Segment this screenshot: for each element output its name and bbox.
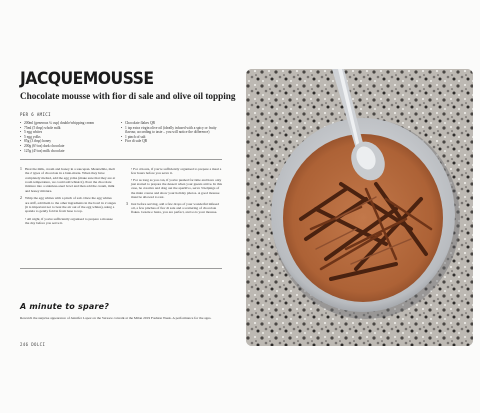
divider — [20, 159, 222, 160]
method-section — [20, 167, 222, 228]
step-text: Heat the milk, cream and honey in a saucepan. Meanwhile, melt the 2 types of chocolate in a bain-marie. When they have completely melted, add the egg yolks (make sure that they are at room temperature, we could add whisk it). Pour the chocolate mixture into a stainless-steel bowl and then add the cream, milk and honey mixture. — [25, 166, 116, 193]
ingredient-item: • 1 tsp extra virgin olive oil (ideally infused with a spicy or fruity flavour, according to taste – you will notice the difference) — [121, 126, 222, 135]
step-number: 1 — [20, 166, 22, 171]
ingredient-item: • 200g (6½oz) dark chocolate — [20, 144, 121, 149]
ingredients-list — [20, 121, 222, 153]
ingredient-item: • 75ml (5 tbsp) whole milk — [20, 126, 121, 131]
page-folio: 246 DOLCI — [20, 342, 46, 347]
ingredient-item: • Fior di sale QB — [121, 139, 222, 144]
ingredient-item: • 5 egg yolks — [20, 135, 121, 140]
ingredients-column-right — [121, 121, 222, 153]
method-step — [126, 202, 222, 215]
ingredient-item: • 1 pinch of salt — [121, 135, 222, 140]
chocolate-mousse-photo — [246, 69, 473, 346]
ingredient-item: • Chocolate flakes QB — [121, 121, 222, 126]
step-number: 2 — [20, 196, 22, 201]
divider — [20, 268, 222, 269]
ingredient-item: • 85g (3 tbsp) honey — [20, 139, 121, 144]
photo-illustration — [246, 69, 473, 346]
ingredient-item: • 200ml (generous ¾ cup) double/whipping cream — [20, 121, 121, 126]
ingredient-item: • 125g (4½oz) milk chocolate — [20, 149, 121, 154]
method-column-left — [20, 167, 116, 228]
method-note: • For 4 hours, if you're sufficiently organised to prepare a meal a few hours before you serve it. — [131, 166, 222, 176]
step-text: Whip the egg whites with a pinch of salt. Once the egg whites are stiff, add them to the other ingredients in the bowl in 2 stages (it is important not to beat the air out of the egg whites), using a spatula to gently fold in from base to top. — [25, 196, 116, 214]
step-number: 3 — [126, 201, 128, 206]
recipe-page — [20, 69, 236, 360]
method-step — [20, 167, 116, 193]
serves-label: PER 6 AMICI — [20, 112, 51, 117]
recipe-subtitle: Chocolate mousse with fior di sale and olive oil topping — [20, 91, 236, 101]
method-note: • For as long as you can, if you're pushed for time and have only just started to prepare the dessert when your guests arrive. In this case, be creative and drag out the aperitivo, serve 3 helpings of the main course and show your holiday photos. A good mousse must be allowed to rest. — [131, 177, 222, 200]
recipe-title: JACQUEMOUSSE — [20, 69, 154, 89]
ingredient-item: • 5 egg whites — [20, 130, 121, 135]
ingredients-column-left — [20, 121, 121, 153]
tip-text: Rewatch the surprise appearance of Jennifer Lopez on the Versace catwalk at the Milan 2019 Fashion Week. A performance for the ages. — [20, 316, 212, 320]
tip-title: A minute to spare? — [20, 302, 110, 311]
method-note: • All night, if you're sufficiently organised to prepare a mousse the day before you serve it. — [25, 216, 113, 226]
step-text: Just before serving, add a few drops of your wonderful infused oil, a few pinches of fior di sale and a scattering of chocolate flakes. Grazie e basta, you are perfect, and so is your mousse. — [131, 201, 219, 215]
method-step — [20, 196, 116, 214]
method-column-right — [126, 167, 222, 228]
